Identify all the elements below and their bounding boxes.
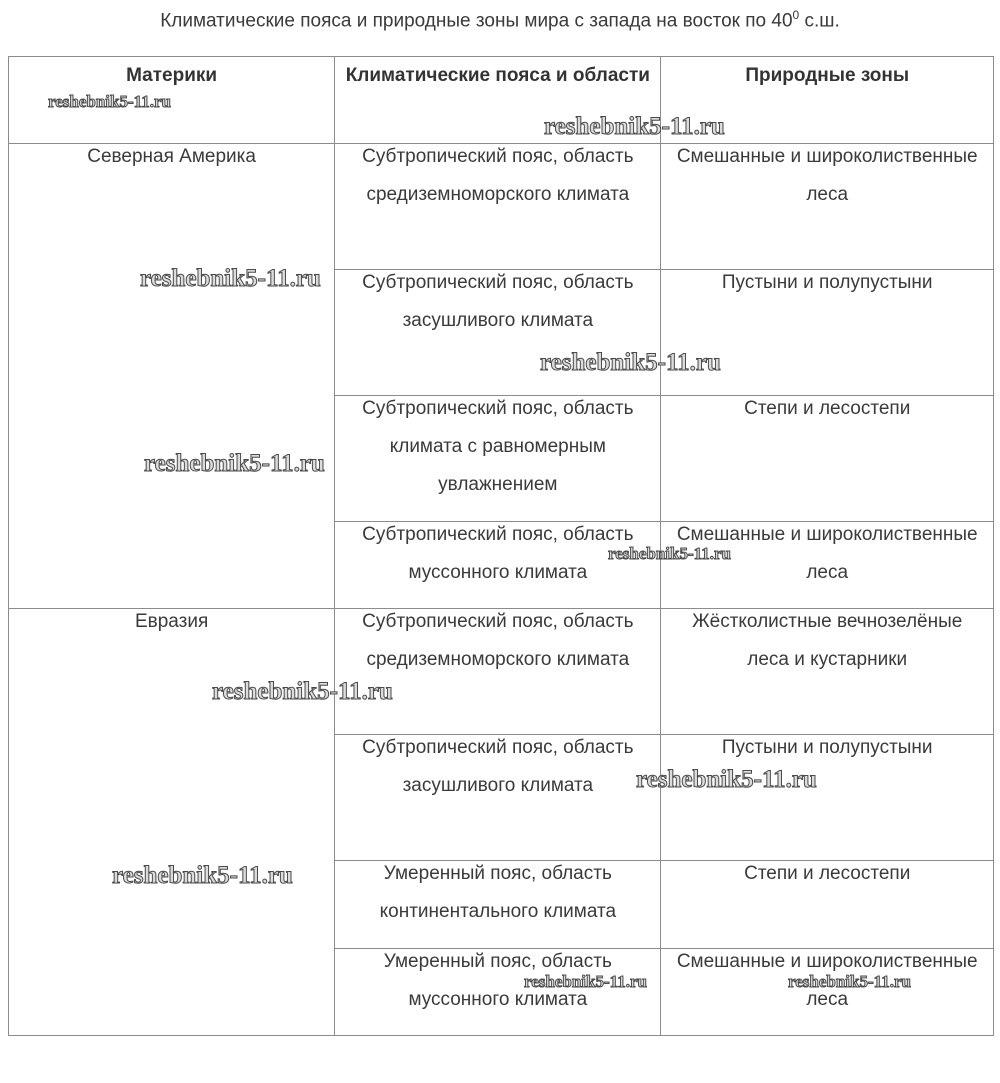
climate-belt-cell bbox=[335, 735, 661, 861]
climate-belt-cell bbox=[335, 396, 661, 522]
natural-zone-cell bbox=[661, 522, 994, 609]
natural-zone-text: Степи и лесостепи bbox=[744, 398, 911, 419]
natural-zone-cell bbox=[661, 861, 994, 949]
watermark: reshebnik5-11.ru bbox=[112, 862, 293, 889]
climate-belt-cell bbox=[335, 861, 661, 949]
climate-belt-text: Умеренный пояс, область муссонного климата bbox=[383, 951, 612, 1010]
climate-belt-cell bbox=[335, 522, 661, 609]
climate-belt-text: Субтропический пояс, область средиземноморского климата bbox=[362, 611, 634, 670]
climate-belt-text: Субтропический пояс, область средиземноморского климата bbox=[362, 146, 634, 205]
climate-belt-text: Субтропический пояс, область засушливого климата bbox=[362, 737, 634, 796]
climate-belt-cell bbox=[335, 949, 661, 1036]
watermark: reshebnik5-11.ru bbox=[788, 972, 911, 991]
title-text: Климатические пояса и природные зоны мира с запада на восток по 40 bbox=[160, 10, 793, 32]
continent-cell bbox=[9, 144, 335, 609]
title-degree-sup: 0 bbox=[792, 8, 800, 22]
watermark: reshebnik5-11.ru bbox=[636, 766, 817, 793]
table-row bbox=[9, 144, 994, 270]
continent-name: Северная Америка bbox=[87, 146, 256, 167]
natural-zone-cell bbox=[661, 396, 994, 522]
watermark: reshebnik5-11.ru bbox=[48, 92, 171, 111]
watermark: reshebnik5-11.ru bbox=[540, 349, 721, 376]
table-row bbox=[9, 609, 994, 735]
header-climate-belts: Климатические пояса и области bbox=[335, 57, 661, 144]
watermark: reshebnik5-11.ru bbox=[544, 113, 725, 140]
continent-name: Евразия bbox=[134, 611, 209, 632]
climate-belt-text: Субтропический пояс, область климата с равномерным увлажнением bbox=[362, 398, 634, 495]
natural-zone-cell bbox=[661, 144, 994, 270]
watermark: reshebnik5-11.ru bbox=[212, 678, 393, 705]
continent-cell bbox=[9, 609, 335, 1036]
watermark: reshebnik5-11.ru bbox=[140, 265, 321, 292]
title-suffix: с.ш. bbox=[799, 10, 840, 32]
climate-belt-text: Умеренный пояс, область континентального климата bbox=[379, 863, 617, 922]
header-continents: Материки bbox=[9, 57, 335, 144]
climate-belt-text: Субтропический пояс, область муссонного климата bbox=[362, 524, 634, 583]
climate-belt-cell bbox=[335, 609, 661, 735]
header-natural-zones: Природные зоны bbox=[661, 57, 994, 144]
natural-zone-text: Смешанные и широколиственные леса bbox=[676, 524, 978, 583]
natural-zone-text: Степи и лесостепи bbox=[744, 863, 911, 884]
watermark: reshebnik5-11.ru bbox=[608, 544, 731, 563]
natural-zone-text: Пустыни и полупустыни bbox=[721, 272, 933, 293]
climate-belt-cell bbox=[335, 144, 661, 270]
natural-zone-cell bbox=[661, 609, 994, 735]
watermark: reshebnik5-11.ru bbox=[144, 450, 325, 477]
natural-zone-cell bbox=[661, 735, 994, 861]
natural-zone-text: Пустыни и полупустыни bbox=[721, 737, 933, 758]
climate-belt-text: Субтропический пояс, область засушливого климата bbox=[362, 272, 634, 331]
page-title bbox=[0, 8, 1000, 32]
natural-zone-text: Жёстколистные вечнозелёные леса и кустарники bbox=[692, 611, 963, 670]
natural-zone-cell bbox=[661, 949, 994, 1036]
natural-zone-text: Смешанные и широколиственные леса bbox=[676, 951, 978, 1010]
watermark: reshebnik5-11.ru bbox=[524, 972, 647, 991]
natural-zone-text: Смешанные и широколиственные леса bbox=[676, 146, 978, 205]
